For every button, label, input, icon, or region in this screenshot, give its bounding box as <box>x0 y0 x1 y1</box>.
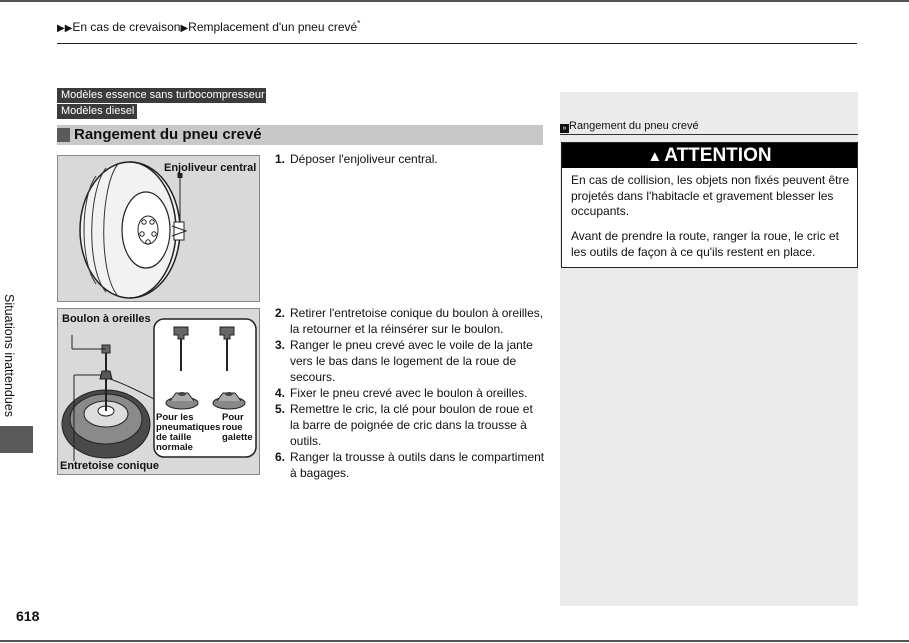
step-text: Déposer l'enjoliveur central. <box>290 152 438 166</box>
step-number: 4. <box>275 386 286 400</box>
breadcrumb <box>57 19 360 34</box>
warning-paragraph-1: En cas de collision, les objets non fixés peuvent être projetés dans l'habitacle et gravement blesser les occupants. <box>571 173 850 218</box>
figure-hubcap <box>57 155 260 302</box>
breadcrumb-arrows-icon: ▶▶ <box>57 23 73 34</box>
model-tag-petrol: Modèles essence sans turbocompresseur <box>57 88 266 103</box>
page-number: 618 <box>16 608 40 624</box>
model-tag-diesel: Modèles diesel <box>57 104 137 119</box>
step-text: Retirer l'entretoise conique du boulon à oreilles, la retourner et la réinsérer sur le boulon. <box>290 306 544 336</box>
warning-triangle-icon: ▲ <box>647 148 663 165</box>
breadcrumb-separator-icon: ▶ <box>180 23 189 34</box>
label-compact-spare: Pour roue galette <box>222 412 253 443</box>
section-title: Rangement du pneu crevé <box>74 126 262 143</box>
breadcrumb-mark: * <box>357 19 361 28</box>
step-text: Ranger la trousse à outils dans le compartiment à bagages. <box>290 450 545 480</box>
label-hubcap: Enjoliveur central <box>164 162 257 174</box>
chapter-tab-label: Situations inattendues <box>2 294 16 418</box>
section-square-icon <box>57 128 70 142</box>
bottom-rule <box>0 640 909 642</box>
breadcrumb-part-1[interactable]: En cas de crevaison <box>72 20 181 34</box>
top-rule <box>0 0 909 2</box>
section-heading <box>57 125 543 145</box>
step-number: 1. <box>275 152 286 166</box>
step-number: 6. <box>275 450 286 464</box>
warning-header <box>562 143 857 168</box>
header-rule <box>57 43 857 44</box>
warning-paragraph-2: Avant de prendre la route, ranger la roue, le cric et les outils de façon à ce qu'ils restent en place. <box>571 229 839 259</box>
double-arrow-icon: » <box>560 124 569 133</box>
side-note-rule <box>560 134 858 135</box>
breadcrumb-part-2: Remplacement d'un pneu crevé <box>188 20 358 34</box>
label-normal-tire: Pour les pneumatiques de taille normale <box>156 412 221 453</box>
step-text: Remettre le cric, la clé pour boulon de roue et la barre de poignée de cric dans la trousse à outils. <box>290 402 533 448</box>
steps-part-1 <box>275 151 545 167</box>
steps-part-2 <box>275 305 545 481</box>
step-number: 2. <box>275 306 286 320</box>
step-number: 5. <box>275 402 286 416</box>
warning-box <box>561 142 858 268</box>
step-5 <box>275 401 545 449</box>
step-3 <box>275 337 545 385</box>
step-text: Fixer le pneu crevé avec le boulon à oreilles. <box>290 386 528 400</box>
label-cone-spacer: Entretoise conique <box>60 460 160 472</box>
side-note-title: Rangement du pneu crevé <box>569 120 699 132</box>
step-number: 3. <box>275 338 286 352</box>
step-4 <box>275 385 545 401</box>
step-1 <box>275 151 545 167</box>
step-6 <box>275 449 545 481</box>
chapter-tab-marker <box>0 426 33 453</box>
figure-wing-bolt <box>57 308 260 475</box>
step-2 <box>275 305 545 337</box>
label-wing-bolt: Boulon à oreilles <box>62 313 151 325</box>
warning-title: ATTENTION <box>664 145 772 166</box>
tire-hubcap-illustration <box>58 156 261 303</box>
side-note-reference[interactable] <box>560 120 699 133</box>
step-text: Ranger le pneu crevé avec le voile de la jante vers le bas dans le logement de la roue de secours. <box>290 338 533 384</box>
